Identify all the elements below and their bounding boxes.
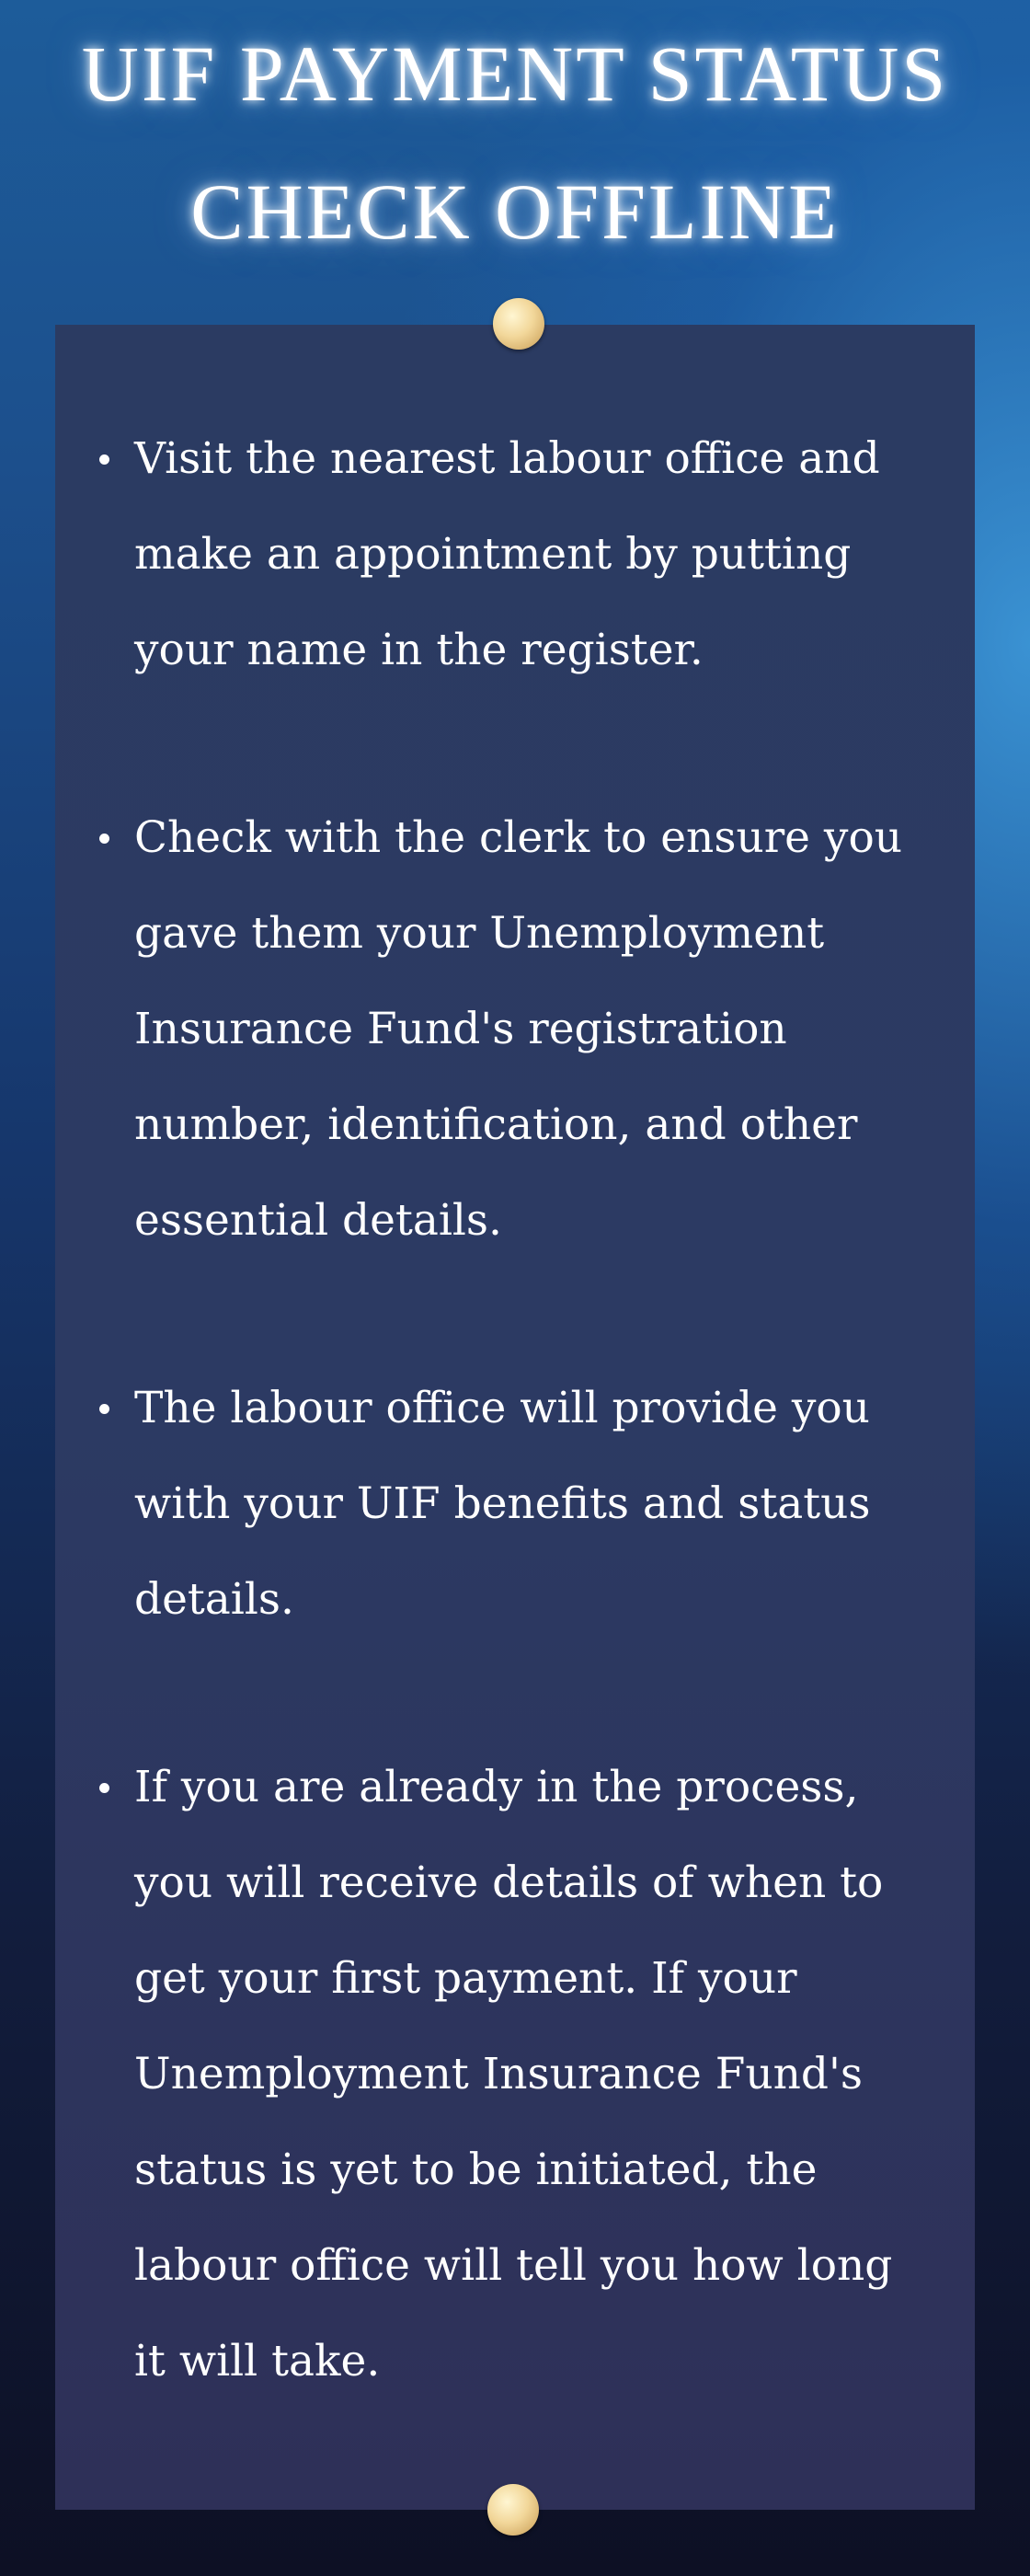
bullet-dot-icon [99,1783,109,1793]
step-text-3: The labour office will provide you with your UIF benefits and status details. [134,1383,871,1625]
bullet-dot-icon [99,834,109,844]
step-text-1: Visit the nearest labour office and make an appointment by putting your name in the register. [134,433,880,675]
step-item-4 [99,1740,955,2409]
page-title-line-1: UIF PAYMENT STATUS [81,29,949,118]
step-item-3 [99,1361,955,1648]
pin-top-icon [493,298,544,350]
bullet-dot-icon [99,1404,109,1414]
steps-list [99,411,955,2409]
step-item-1 [99,411,955,698]
step-text-4: If you are already in the process, you will receive details of when to get your first payment. If your Unemployment Insurance Fund's status is yet to be initiated, the labour office will tell you how long it will take. [134,1762,893,2386]
bullet-dot-icon [99,454,109,465]
step-item-2 [99,790,955,1269]
step-text-2: Check with the clerk to ensure you gave them your Unemployment Insurance Fund's registration number, identification, and other essential details. [134,812,903,1246]
pin-bottom-icon [487,2484,539,2536]
page-title-line-2: CHECK OFFLINE [190,167,840,256]
